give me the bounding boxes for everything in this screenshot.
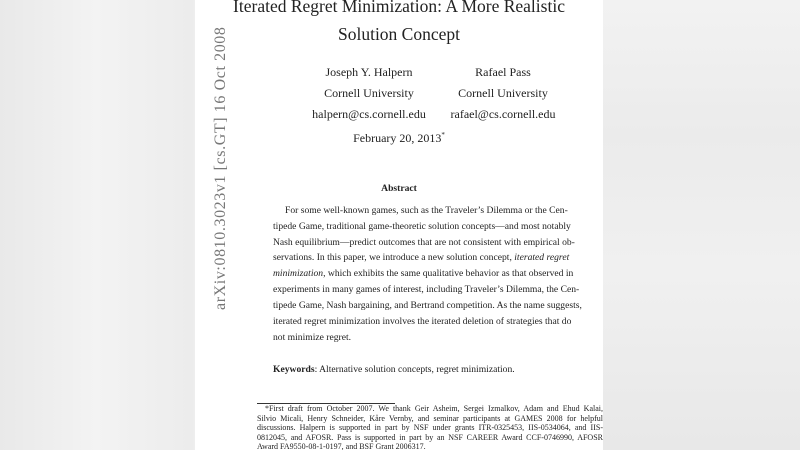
- author-1-affiliation: Cornell University: [324, 86, 414, 100]
- abstract-line: not minimize regret.: [273, 332, 352, 343]
- background-right: [603, 0, 800, 450]
- footnote-line: *First draft from October 2007. We thank Geir Asheim, Sergei Izmalkov, Adam and Ehud Kalai,: [265, 404, 603, 413]
- author-1-name: Joseph Y. Halpern: [325, 65, 413, 79]
- abstract-emphasis: minimization: [273, 268, 324, 279]
- footnote-line: Award FA9550-08-1-0197, and BSF Grant 2006317.: [257, 442, 426, 450]
- abstract-text: servations. In this paper, we introduce a new solution concept,: [273, 252, 515, 263]
- abstract-line: experiments in many games of interest, including Traveler’s Dilemma, the Cen-: [273, 284, 580, 295]
- footnote-line: Silvio Micali, Henry Schneider, Kåre Vernby, and seminar participants at GAMES 2008 for helpful: [257, 413, 603, 423]
- abstract-line: [273, 268, 574, 279]
- abstract-text: , which exhibits the same qualitative behavior as that observed in: [323, 268, 574, 279]
- date: [195, 131, 603, 146]
- abstract-line: iterated regret minimization involves the iterated deletion of strategies that do: [273, 316, 572, 327]
- abstract-line: For some well-known games, such as the Traveler’s Dilemma or the Cen-: [285, 205, 568, 216]
- abstract-emphasis: iterated regret: [514, 252, 570, 263]
- paper-page: [195, 0, 603, 450]
- abstract-line: tipede Game, Nash bargaining, and Bertrand competition. As the name suggests,: [273, 300, 582, 311]
- author-2-name: Rafael Pass: [475, 65, 531, 79]
- author-2-affiliation: Cornell University: [458, 86, 548, 100]
- footnote-line: discussions. Halpern is supported in part by NSF under grants ITR-0325453, IIS-0534064, and IIS-: [257, 423, 603, 432]
- date-text: February 20, 2013: [353, 131, 442, 145]
- keywords: [273, 364, 515, 375]
- title-line-1: Iterated Regret Minimization: A More Realistic: [233, 0, 565, 16]
- abstract-heading: Abstract: [381, 183, 417, 194]
- abstract-line: Nash equilibrium—predict outcomes that are not consistent with empirical ob-: [273, 237, 575, 248]
- date-footnote-mark: *: [441, 131, 445, 139]
- abstract-line: tipede Game, traditional game-theoretic solution concepts—and most notably: [273, 221, 571, 232]
- keywords-label: Keywords: [273, 364, 315, 375]
- keywords-text: : Alternative solution concepts, regret minimization.: [314, 364, 515, 375]
- author-1-email: halpern@cs.cornell.edu: [312, 107, 426, 121]
- abstract-line: [273, 252, 570, 263]
- author-2-email: rafael@cs.cornell.edu: [450, 107, 556, 121]
- arxiv-stamp: arXiv:0810.3023v1 [cs.GT] 16 Oct 2008: [212, 26, 229, 310]
- title-line-2: Solution Concept: [337, 24, 460, 44]
- footnote-line: 0812045, and AFOSR. Pass is supported in part by an NSF CAREER Award CCF-0746990, AFOSR: [257, 432, 603, 442]
